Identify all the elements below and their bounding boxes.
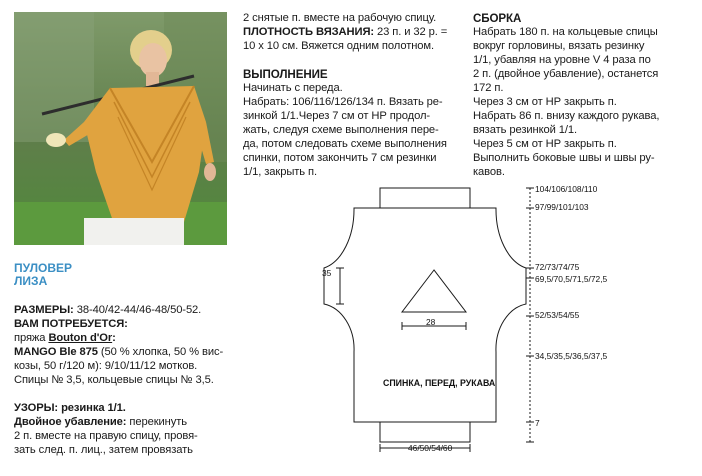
exec-line-3: зинкой 1/1.Через 7 см от НР продол-: [243, 110, 431, 122]
density-value: 23 п. и 32 р. =: [374, 26, 448, 38]
yarn-brand: Bouton d'Or: [48, 332, 113, 344]
yarn-colon: :: [112, 332, 116, 344]
patterns-line-3: зать след. п. лиц., затем провязать: [14, 444, 193, 456]
diagram-label: СПИНКА, ПЕРЕД, РУКАВА: [383, 378, 496, 388]
pullover-name: ЛИЗА: [14, 274, 48, 288]
exec-line-1: Начинать с переда.: [243, 82, 343, 94]
execution-heading: ВЫПОЛНЕНИЕ: [243, 68, 328, 81]
exec-line-7: 1/1, закрыть п.: [243, 166, 318, 178]
density-label: ПЛОТНОСТЬ ВЯЗАНИЯ:: [243, 26, 375, 38]
assembly-line-9: Через 5 см от НР закрыть п.: [473, 138, 617, 150]
assembly-line-2: вокруг горловины, вязать резинку: [473, 40, 645, 52]
col2-line-3: 10 х 10 см. Вяжется одним полотном.: [243, 40, 435, 52]
exec-line-5: да, потом следовать схеме выполнения: [243, 138, 447, 150]
yarn-composition: (50 % хлопка, 50 % вис-: [97, 346, 224, 358]
patterns-line-2: 2 п. вместе на правую спицу, провя-: [14, 430, 198, 442]
assembly-line-1: Набрать 180 п. на кольцевые спицы: [473, 26, 658, 38]
yarn-model: MANGO Ble 875: [14, 346, 98, 358]
yarn-prefix: пряжа: [14, 332, 49, 344]
exec-line-4: жать, следуя схеме выполнения пере-: [243, 124, 439, 136]
exec-line-6: спинки, потом закончить 7 см резинки: [243, 152, 437, 164]
yarn-line-3: козы, 50 г/120 м): 9/10/11/12 мотков.: [14, 360, 198, 372]
assembly-line-5: 172 п.: [473, 82, 504, 94]
double-decrease-label: Двойное убавление:: [14, 416, 127, 428]
assembly-line-11: кавов.: [473, 166, 505, 178]
dim-mid: 52/53/54/55: [535, 310, 580, 320]
need-label: ВАМ ПОТРЕБУЕТСЯ:: [14, 318, 128, 330]
bottom-width: 46/50/54/60: [408, 443, 453, 453]
neckline-width: 28: [426, 317, 436, 327]
assembly-heading: СБОРКА: [473, 12, 522, 25]
pullover-title: ПУЛОВЕР: [14, 261, 73, 275]
needles-line: Спицы № 3,5, кольцевые спицы № 3,5.: [14, 374, 214, 386]
assembly-line-3: 1/1, убавляя на уровне V 4 раза по: [473, 54, 651, 66]
col2-line-1: 2 снятые п. вместе на рабочую спицу.: [243, 12, 437, 24]
sizes-label: РАЗМЕРЫ:: [14, 304, 74, 316]
dim-rib: 7: [535, 418, 540, 428]
assembly-line-6: Через 3 см от НР закрыть п.: [473, 96, 617, 108]
dim-armhole-bottom: 34,5/35,5/36,5/37,5: [535, 351, 608, 361]
sizes-value: 38-40/42-44/46-48/50-52.: [76, 304, 202, 316]
neckline-triangle: [402, 270, 466, 312]
dim-neck-height: 97/99/101/103: [535, 202, 589, 212]
patterns-label: УЗОРЫ: резинка 1/1.: [14, 402, 126, 414]
dim-total-height: 104/106/108/110: [535, 184, 598, 194]
assembly-line-10: Выполнить боковые швы и швы ру-: [473, 152, 655, 164]
dim-sleeve-top: 69,5/70,5/71,5/72,5: [535, 274, 608, 284]
exec-line-2: Набрать: 106/116/126/134 п. Вязать ре-: [243, 96, 443, 108]
dim-armhole-top: 72/73/74/75: [535, 262, 580, 272]
assembly-line-8: вязать резинкой 1/1.: [473, 124, 578, 136]
left-height: 35: [322, 268, 332, 278]
double-decrease-text: перекинуть: [126, 416, 187, 428]
garment-outline: [324, 188, 526, 442]
assembly-line-7: Набрать 86 п. внизу каждого рукава,: [473, 110, 660, 122]
assembly-line-4: 2 п. (двойное убавление), останется: [473, 68, 659, 80]
